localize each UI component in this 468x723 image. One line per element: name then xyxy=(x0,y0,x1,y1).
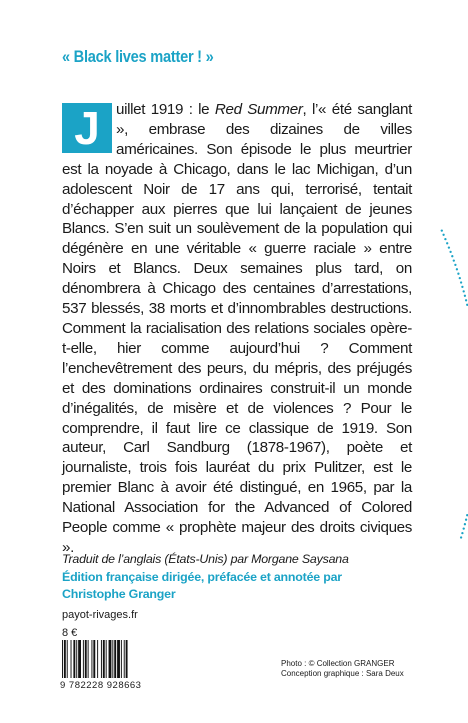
decorative-dot xyxy=(460,281,462,283)
drop-cap-letter: J xyxy=(74,102,100,154)
decorative-dot xyxy=(453,259,455,261)
barcode-bar xyxy=(78,640,81,678)
barcode-bar xyxy=(85,640,87,678)
decorative-dot xyxy=(459,277,461,279)
barcode-bar xyxy=(112,640,113,678)
barcode-bar xyxy=(103,640,105,678)
edition-credit-line-1: Édition française dirigée, préfacée et annotée par xyxy=(62,570,342,584)
credits xyxy=(281,659,404,678)
decorative-dot xyxy=(463,290,465,292)
decorative-dot xyxy=(461,286,463,288)
barcode-bar xyxy=(76,640,77,678)
decorative-dot xyxy=(442,234,444,236)
barcode-bar xyxy=(67,640,68,678)
decorative-dot xyxy=(457,273,459,275)
barcode-bar xyxy=(62,640,63,678)
barcode-bar xyxy=(88,640,89,678)
barcode-bar xyxy=(117,640,120,678)
decorative-dot xyxy=(463,527,465,529)
barcode-bar xyxy=(126,640,128,678)
publisher-website: payot-rivages.fr xyxy=(62,609,138,621)
barcode-bar xyxy=(121,640,122,678)
barcode-bar xyxy=(71,640,72,678)
barcode-bar xyxy=(93,640,95,678)
blurb xyxy=(62,100,412,558)
decorative-dot xyxy=(449,251,451,253)
decorative-dot xyxy=(446,242,448,244)
decorative-dot xyxy=(461,532,463,534)
barcode-bar xyxy=(124,640,125,678)
decorative-dot xyxy=(448,246,450,248)
decorative-dot xyxy=(465,299,467,301)
edition-credit-line-2: Christophe Granger xyxy=(62,587,176,601)
decorative-dot xyxy=(451,255,453,257)
translator-credit: Traduit de l’anglais (États-Unis) par Morgane Saysana xyxy=(62,552,349,566)
barcode-bar xyxy=(97,640,98,678)
decorative-dot xyxy=(456,268,458,270)
barcode-bar xyxy=(73,640,75,678)
decorative-dot xyxy=(460,536,462,538)
barcode-bar xyxy=(83,640,84,678)
cover-heading: « Black lives matter ! » xyxy=(62,47,214,66)
price: 8 € xyxy=(62,627,78,639)
decorative-dot xyxy=(454,264,456,266)
photo-credit: Photo : © Collection GRANGER xyxy=(281,659,395,668)
barcode-bar xyxy=(109,640,112,678)
barcode-bar xyxy=(101,640,102,678)
blurb-text: uillet 1919 : le Red Summer, l’« été sanglant », embrase des dizaines de villes américaines. Son épisode le plus meurtrier est la noyade à Chicago, dans le lac Michigan, d’un adolescent Noir de 17 ans qui, terrorisé, tentait d’échapper aux pierres que lui lançaient de jeunes Blancs. S’en suit un soulèvement de la population qui dégénère en une véritable « guerre raciale » entre Noirs et Blancs. Deux semaines plus tard, on dénombrera à Chicago des centaines d’arrestations, 537 blessés, 38 morts et d’innombrables destructions. Comment la racialisation des relations sociales opère-t-elle, hier comme aujourd’hui ? Comment l’enchevêtrement des peurs, du mépris, des préjugés et des dominations ordinaires construit-il un monde d’inégalités, de misère et de violences ? Pour le comprendre, il faut lire ce classique de 1919. Son auteur, Carl Sandburg (1878-1967), poète et journaliste, trois fois lauréat du prix Pulitzer, est le premier Blanc à avoir été distingué, en 1965, par la National Association for the Advanced of Colored People comme « prophète majeur des droits civiques ». xyxy=(62,101,412,556)
barcode-icon xyxy=(60,640,155,678)
blurb-emphasis: Red Summer xyxy=(214,101,303,118)
barcode-number: 9 782228 928663 xyxy=(60,680,142,691)
drop-cap xyxy=(62,103,112,153)
design-credit: Conception graphique : Sara Deux xyxy=(281,668,404,678)
decorative-dot xyxy=(465,519,467,521)
edition-credit xyxy=(62,569,452,603)
decorative-dot xyxy=(441,229,443,231)
barcode-bar xyxy=(106,640,107,678)
barcode-bar xyxy=(64,640,66,678)
barcode-bar xyxy=(91,640,92,678)
decorative-dot xyxy=(464,523,466,525)
decorative-dot xyxy=(464,295,466,297)
decorative-dot xyxy=(444,238,446,240)
barcode-bar xyxy=(114,640,116,678)
